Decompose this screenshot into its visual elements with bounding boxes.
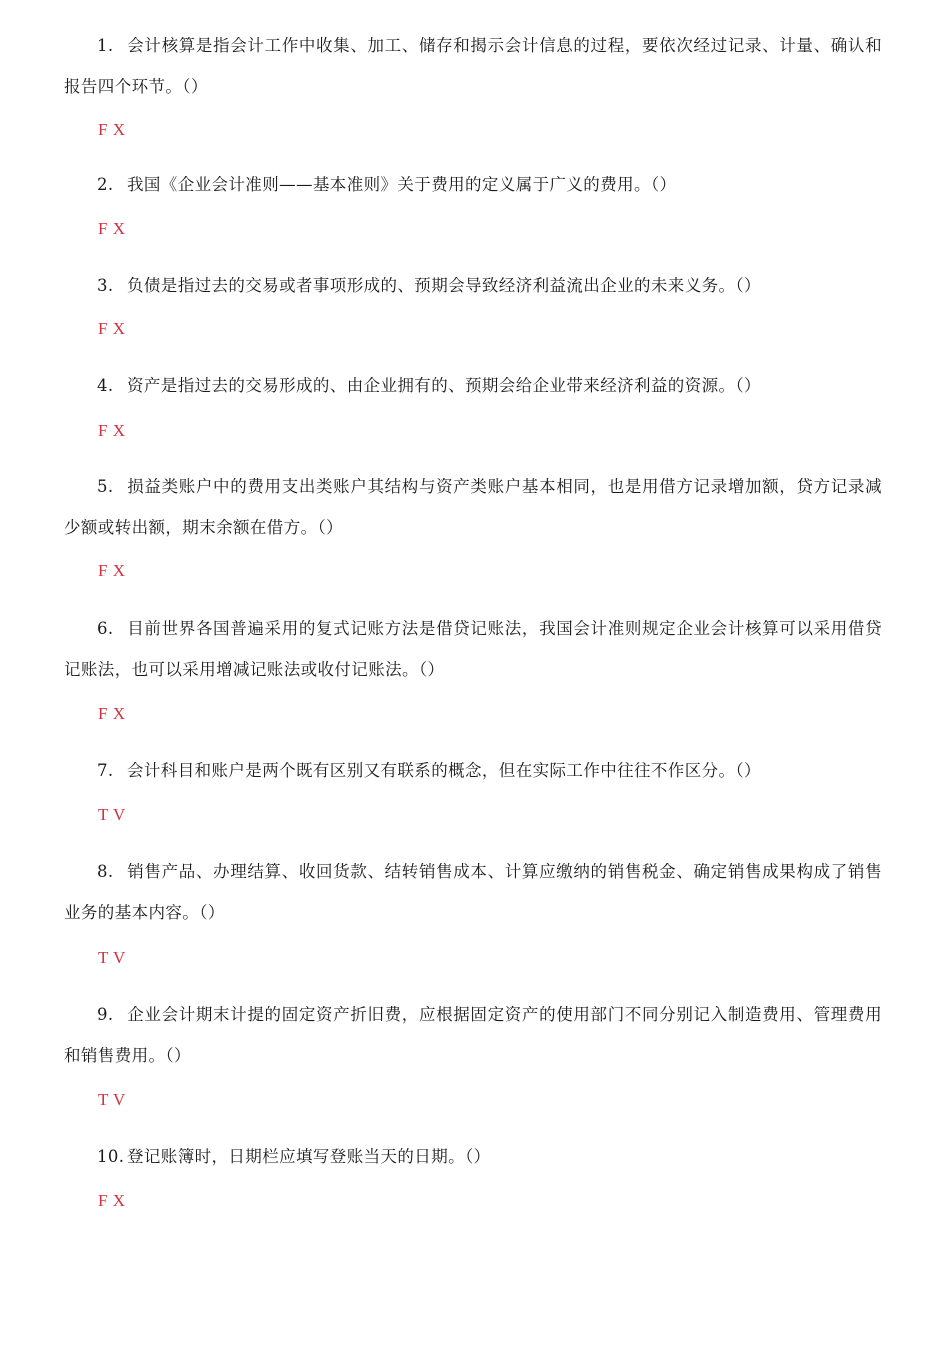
question-6 [64,608,882,690]
answer-5: F X [98,561,126,580]
question-number: 2. [97,175,114,194]
question-number: 10. [97,1147,125,1166]
question-text: 销售产品、办理结算、收回货款、结转销售成本、计算应缴纳的销售税金、确定销售成果构成了销售业务的基本内容。（） [64,862,882,922]
answer-9: T V [98,1090,126,1109]
question-10 [64,1136,882,1177]
answer-4: F X [98,421,126,440]
question-text: 我国《企业会计准则——基本准则》关于费用的定义属于广义的费用。（） [127,175,677,194]
answer-3: F X [98,319,126,338]
question-text: 目前世界各国普遍采用的复式记账方法是借贷记账法，我国会计准则规定企业会计核算可以采用借贷记账法，也可以采用增减记账法或收付记账法。（） [64,619,882,679]
question-number: 8. [97,862,114,881]
question-text: 会计核算是指会计工作中收集、加工、储存和揭示会计信息的过程，要依次经过记录、计量、确认和报告四个环节。（） [64,36,882,96]
question-3 [64,265,882,306]
question-4 [64,365,882,406]
question-text: 资产是指过去的交易形成的、由企业拥有的、预期会给企业带来经济利益的资源。（） [127,376,761,395]
question-number: 9. [97,1005,114,1024]
answer-8: T V [98,948,126,967]
question-number: 7. [97,761,114,780]
question-1 [64,25,882,107]
answer-2: F X [98,219,126,238]
question-5 [64,466,882,548]
question-2 [64,164,882,205]
question-text: 企业会计期末计提的固定资产折旧费，应根据固定资产的使用部门不同分别记入制造费用、管理费用和销售费用。（） [64,1005,882,1065]
question-8 [64,851,882,933]
question-number: 4. [97,376,114,395]
question-7 [64,750,882,791]
answer-6: F X [98,704,126,723]
question-number: 3. [97,276,114,295]
answer-7: T V [98,805,126,824]
question-text: 登记账簿时，日期栏应填写登账当天的日期。（） [127,1147,491,1166]
answer-10: F X [98,1191,126,1210]
question-number: 6. [97,619,114,638]
question-text: 负债是指过去的交易或者事项形成的、预期会导致经济利益流出企业的未来义务。（） [127,276,761,295]
question-number: 5. [97,477,114,496]
question-number: 1. [97,36,114,55]
question-text: 会计科目和账户是两个既有区别又有联系的概念，但在实际工作中往往不作区分。（） [127,761,761,780]
answer-1: F X [98,120,126,139]
question-9 [64,994,882,1076]
question-text: 损益类账户中的费用支出类账户其结构与资产类账户基本相同，也是用借方记录增加额，贷方记录减少额或转出额，期末余额在借方。（） [64,477,882,537]
